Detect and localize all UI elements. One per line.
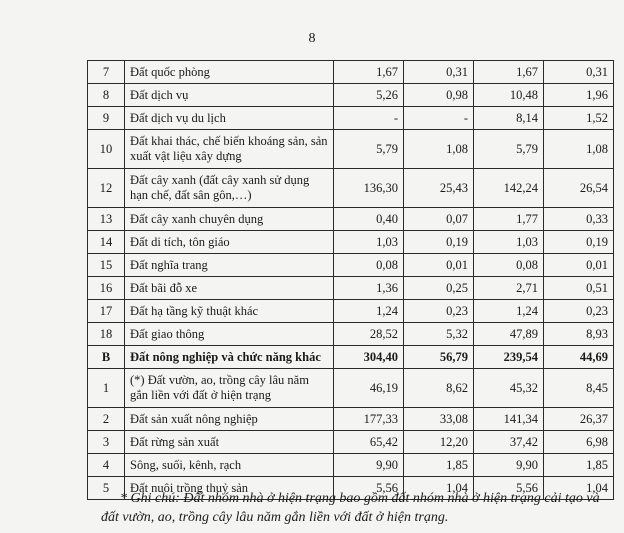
- value-cell: 0,19: [544, 231, 614, 254]
- value-cell: 239,54: [474, 346, 544, 369]
- value-cell: 0,19: [404, 231, 474, 254]
- value-cell: 0,40: [334, 208, 404, 231]
- value-cell: 1,36: [334, 277, 404, 300]
- value-cell: 0,23: [404, 300, 474, 323]
- table-row: [88, 130, 614, 169]
- value-cell: 8,93: [544, 323, 614, 346]
- row-number-cell: 12: [88, 169, 125, 208]
- row-number-cell: 4: [88, 454, 125, 477]
- land-type-cell: Đất nuôi trồng thuỷ sản: [125, 477, 334, 500]
- land-type-cell: Đất dịch vụ: [125, 84, 334, 107]
- table-row: [88, 408, 614, 431]
- value-cell: 56,79: [404, 346, 474, 369]
- value-cell: 28,52: [334, 323, 404, 346]
- value-cell: 1,04: [404, 477, 474, 500]
- land-type-cell: Đất di tích, tôn giáo: [125, 231, 334, 254]
- value-cell: 65,42: [334, 431, 404, 454]
- value-cell: 37,42: [474, 431, 544, 454]
- land-type-cell: Đất dịch vụ du lịch: [125, 107, 334, 130]
- value-cell: 0,31: [544, 61, 614, 84]
- value-cell: 0,31: [404, 61, 474, 84]
- value-cell: 1,04: [544, 477, 614, 500]
- value-cell: 0,25: [404, 277, 474, 300]
- value-cell: 142,24: [474, 169, 544, 208]
- land-use-table: [87, 60, 614, 500]
- table-row: [88, 208, 614, 231]
- table-row: [88, 84, 614, 107]
- row-number-cell: 16: [88, 277, 125, 300]
- value-cell: 0,51: [544, 277, 614, 300]
- value-cell: 44,69: [544, 346, 614, 369]
- row-number-cell: 15: [88, 254, 125, 277]
- value-cell: -: [334, 107, 404, 130]
- land-type-cell: Đất bãi đỗ xe: [125, 277, 334, 300]
- value-cell: 136,30: [334, 169, 404, 208]
- land-type-cell: Đất hạ tầng kỹ thuật khác: [125, 300, 334, 323]
- value-cell: 0,08: [334, 254, 404, 277]
- value-cell: 1,08: [404, 130, 474, 169]
- value-cell: 26,37: [544, 408, 614, 431]
- value-cell: -: [404, 107, 474, 130]
- row-number-cell: 17: [88, 300, 125, 323]
- land-type-cell: Đất cây xanh chuyên dụng: [125, 208, 334, 231]
- value-cell: 0,98: [404, 84, 474, 107]
- table-row: [88, 107, 614, 130]
- value-cell: 5,56: [334, 477, 404, 500]
- value-cell: 45,32: [474, 369, 544, 408]
- value-cell: 10,48: [474, 84, 544, 107]
- row-number-cell: 14: [88, 231, 125, 254]
- row-number-cell: 9: [88, 107, 125, 130]
- land-type-cell: Đất nghĩa trang: [125, 254, 334, 277]
- row-number-cell: 18: [88, 323, 125, 346]
- table-row: [88, 300, 614, 323]
- row-number-cell: 13: [88, 208, 125, 231]
- value-cell: 12,20: [404, 431, 474, 454]
- value-cell: 0,23: [544, 300, 614, 323]
- land-type-cell: Sông, suối, kênh, rạch: [125, 454, 334, 477]
- value-cell: 0,01: [544, 254, 614, 277]
- page-number: 8: [308, 31, 316, 46]
- value-cell: 9,90: [474, 454, 544, 477]
- value-cell: 1,67: [334, 61, 404, 84]
- land-type-cell: Đất giao thông: [125, 323, 334, 346]
- table-row: [88, 277, 614, 300]
- value-cell: 1,03: [474, 231, 544, 254]
- value-cell: 5,79: [474, 130, 544, 169]
- value-cell: 0,08: [474, 254, 544, 277]
- value-cell: 5,56: [474, 477, 544, 500]
- table-row: [88, 323, 614, 346]
- land-type-cell: Đất sản xuất nông nghiệp: [125, 408, 334, 431]
- value-cell: 0,01: [404, 254, 474, 277]
- value-cell: 1,03: [334, 231, 404, 254]
- land-type-cell: Đất quốc phòng: [125, 61, 334, 84]
- row-number-cell: 5: [88, 477, 125, 500]
- row-number-cell: 3: [88, 431, 125, 454]
- value-cell: 1,08: [544, 130, 614, 169]
- row-number-cell: 8: [88, 84, 125, 107]
- land-type-cell: (*) Đất vườn, ao, trồng cây lâu năm gắn liền với đất ở hiện trạng: [125, 369, 334, 408]
- table-row: [88, 369, 614, 408]
- value-cell: 1,77: [474, 208, 544, 231]
- table-row: [88, 169, 614, 208]
- table-row: [88, 254, 614, 277]
- table-row: [88, 346, 614, 369]
- row-number-cell: 7: [88, 61, 125, 84]
- value-cell: 6,98: [544, 431, 614, 454]
- value-cell: 1,24: [474, 300, 544, 323]
- row-number-cell: 2: [88, 408, 125, 431]
- value-cell: 25,43: [404, 169, 474, 208]
- land-type-cell: Đất nông nghiệp và chức năng khác: [125, 346, 334, 369]
- table-row: [88, 61, 614, 84]
- value-cell: 46,19: [334, 369, 404, 408]
- value-cell: 1,96: [544, 84, 614, 107]
- value-cell: 9,90: [334, 454, 404, 477]
- value-cell: 8,14: [474, 107, 544, 130]
- value-cell: 1,85: [404, 454, 474, 477]
- footnote: * Ghi chú: Đất nhóm nhà ở hiện trạng bao gồm đất nhóm nhà ở hiện trạng cải tạo và đất vườn, ao, trồng cây lâu năm gắn liền với đất ở hiện trạng.: [101, 491, 600, 525]
- value-cell: 141,34: [474, 408, 544, 431]
- land-type-cell: Đất cây xanh (đất cây xanh sử dụng hạn chế, đất sân gôn,…): [125, 169, 334, 208]
- value-cell: 0,07: [404, 208, 474, 231]
- value-cell: 33,08: [404, 408, 474, 431]
- value-cell: 177,33: [334, 408, 404, 431]
- value-cell: 0,33: [544, 208, 614, 231]
- value-cell: 304,40: [334, 346, 404, 369]
- table-body: [88, 61, 614, 500]
- value-cell: 2,71: [474, 277, 544, 300]
- table-row: [88, 454, 614, 477]
- row-number-cell: 1: [88, 369, 125, 408]
- land-type-cell: Đất khai thác, chế biến khoáng sản, sản xuất vật liệu xây dựng: [125, 130, 334, 169]
- value-cell: 5,79: [334, 130, 404, 169]
- value-cell: 26,54: [544, 169, 614, 208]
- value-cell: 1,85: [544, 454, 614, 477]
- value-cell: 47,89: [474, 323, 544, 346]
- value-cell: 8,62: [404, 369, 474, 408]
- value-cell: 5,32: [404, 323, 474, 346]
- table-row: [88, 431, 614, 454]
- row-number-cell: B: [88, 346, 125, 369]
- row-number-cell: 10: [88, 130, 125, 169]
- value-cell: 8,45: [544, 369, 614, 408]
- value-cell: 5,26: [334, 84, 404, 107]
- land-type-cell: Đất rừng sản xuất: [125, 431, 334, 454]
- value-cell: 1,67: [474, 61, 544, 84]
- value-cell: 1,52: [544, 107, 614, 130]
- value-cell: 1,24: [334, 300, 404, 323]
- table-row: [88, 231, 614, 254]
